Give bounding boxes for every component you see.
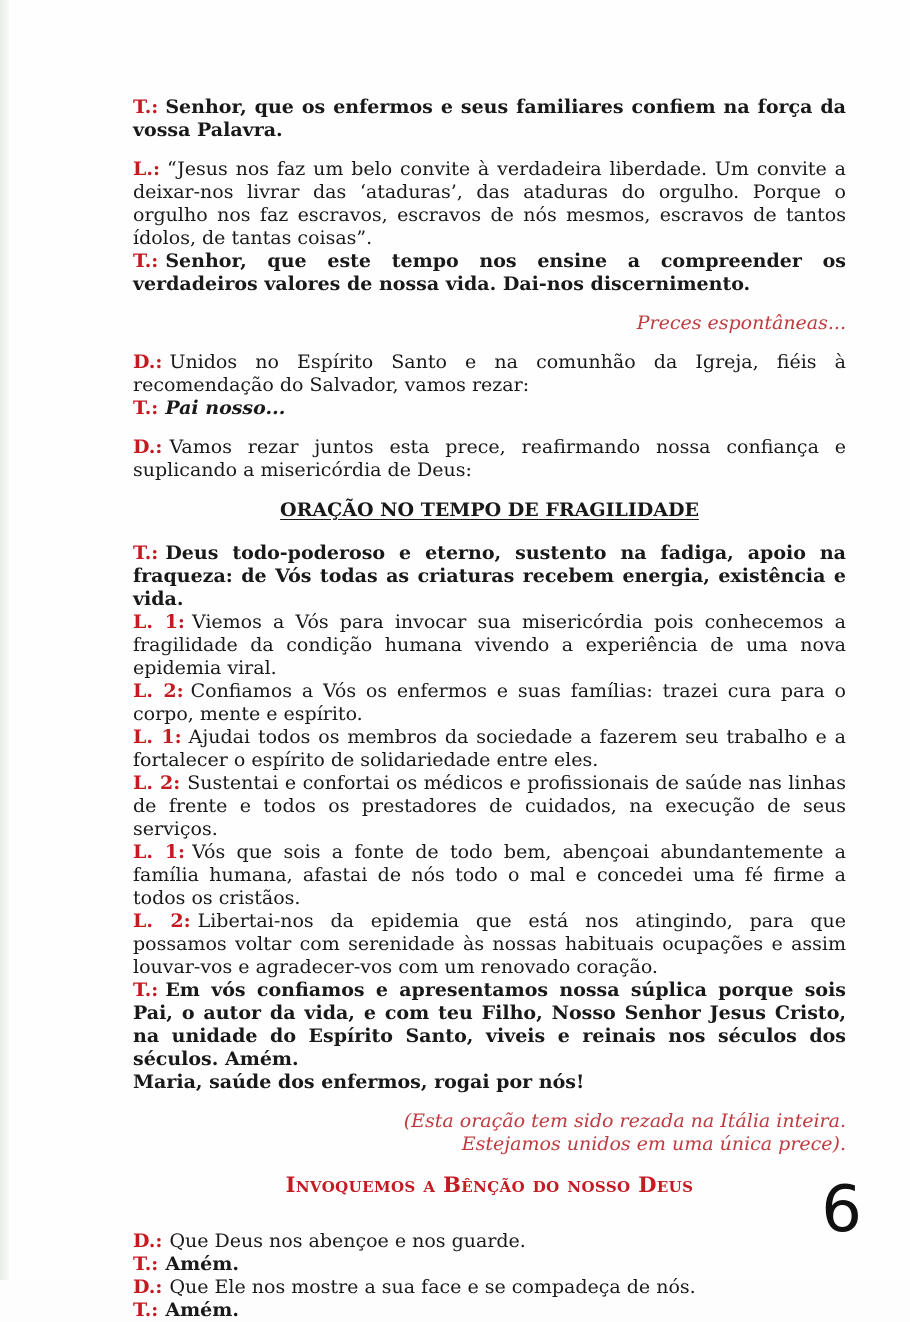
speaker-label: T.: [133,979,159,1001]
speaker-label: D.: [133,436,163,458]
speaker-label: L. 1: [133,726,182,748]
deacon-line [133,351,846,397]
speaker-label: T.: [133,1299,159,1321]
rubric-text-line1: (Esta oração tem sido rezada na Itália inteira. [403,1110,846,1132]
rubric-text-line2: Estejamos unidos em uma única prece). [461,1133,846,1155]
assembly-line [133,542,846,611]
line-text: Vamos rezar juntos esta prece, reafirmando nossa confiança e suplicando a misericórdia de Deus: [133,436,846,481]
blessing-heading [133,1173,846,1196]
assembly-line [133,1299,846,1322]
lector1-line [133,611,846,680]
rubric-note [133,312,846,335]
speaker-label: L. 2: [133,772,181,794]
speaker-label: L. 1: [133,841,186,863]
line-text: Maria, saúde dos enfermos, rogai por nós! [133,1071,585,1093]
blessing-heading-text: Invoquemos a Bênção do nosso Deus [285,1172,694,1197]
line-text: Deus todo-poderoso e eterno, sustento na fadiga, apoio na fraqueza: de Vós todas as criaturas recebem energia, existência e vida. [133,542,846,610]
line-text: Viemos a Vós para invocar sua misericórdia pois conhecemos a fragilidade da condição humana vivendo a experiência de uma nova epidemia viral. [133,611,847,679]
section-heading [133,499,846,522]
speaker-label: T.: [133,397,159,419]
deacon-line [133,1230,846,1253]
assembly-line [133,397,846,420]
lector2-line [133,910,846,979]
assembly-line [133,250,846,296]
speaker-label: D.: [133,351,163,373]
speaker-label: D.: [133,1230,163,1252]
line-text: Senhor, que os enfermos e seus familiares confiem na força da vossa Palavra. [133,96,846,141]
page-left-edge-shadow [0,0,9,1280]
line-text: Amém. [165,1299,239,1321]
speaker-label: L.: [133,158,160,180]
line-text: Em vós confiamos e apresentamos nossa súplica porque sois Pai, o autor da vida, e com teu Filho, Nosso Senhor Jesus Cristo, na unidade do Espírito Santo, viveis e reinais nos séculos dos séculos. Amém. [133,979,846,1070]
speaker-label: T.: [133,96,159,118]
line-text: Sustentai e confortai os médicos e profissionais de saúde nas linhas de frente e todos os prestadores de cuidados, na execução de seus serviços. [133,772,846,840]
assembly-line [133,1253,846,1276]
line-text: Vós que sois a fonte de todo bem, abençoai abundantemente a família humana, afastai de nós todo o mal e concedei uma fé firme a todos os cristãos. [133,841,846,909]
assembly-line [133,96,846,142]
line-text: Confiamos a Vós os enfermos e suas famílias: trazei cura para o corpo, mente e espírito. [133,680,846,725]
lector1-line [133,841,846,910]
lector2-line [133,772,846,841]
speaker-label: L. 1: [133,611,185,633]
line-text: Ajudai todos os membros da sociedade a fazerem seu trabalho e a fortalecer o espírito de solidariedade entre eles. [133,726,847,771]
speaker-label: T.: [133,250,159,272]
invocation-line [133,1071,846,1094]
deacon-line [133,1276,846,1299]
speaker-label: L. 2: [133,680,184,702]
lector-line [133,158,846,250]
speaker-label: T.: [133,1253,159,1275]
page-number: 6 [821,1173,862,1247]
line-text: Que Ele nos mostre a sua face e se compadeça de nós. [169,1276,696,1298]
assembly-line [133,979,846,1071]
line-text: Unidos no Espírito Santo e na comunhão da Igreja, fiéis à recomendação do Salvador, vamos rezar: [133,351,846,396]
lector2-line [133,680,846,726]
lector1-line [133,726,846,772]
speaker-label: D.: [133,1276,163,1298]
document-text [133,96,846,1322]
section-heading-text: ORAÇÃO NO TEMPO DE FRAGILIDADE [280,499,699,521]
speaker-label: T.: [133,542,159,564]
speaker-label: L. 2: [133,910,191,932]
rubric-note [133,1110,846,1156]
line-text: Pai nosso... [165,397,286,419]
line-text: Libertai-nos da epidemia que está nos atingindo, para que possamos voltar com serenidade às nossas habituais ocupações e assim louvar-vos e agradecer-vos com um renovado coração. [133,910,846,978]
line-text: “Jesus nos faz um belo convite à verdadeira liberdade. Um convite a deixar-nos livrar das ‘ataduras’, das ataduras do orgulho. Porque o orgulho nos faz escravos, escravos de nós mesmos, escravos de tantos ídolos, de tantas coisas”. [133,158,846,249]
line-text: Que Deus nos abençoe e nos guarde. [169,1230,526,1252]
line-text: Senhor, que este tempo nos ensine a compreender os verdadeiros valores de nossa vida. Dai-nos discernimento. [133,250,846,295]
rubric-text: Preces espontâneas... [636,312,846,334]
line-text: Amém. [165,1253,239,1275]
deacon-line [133,436,846,482]
